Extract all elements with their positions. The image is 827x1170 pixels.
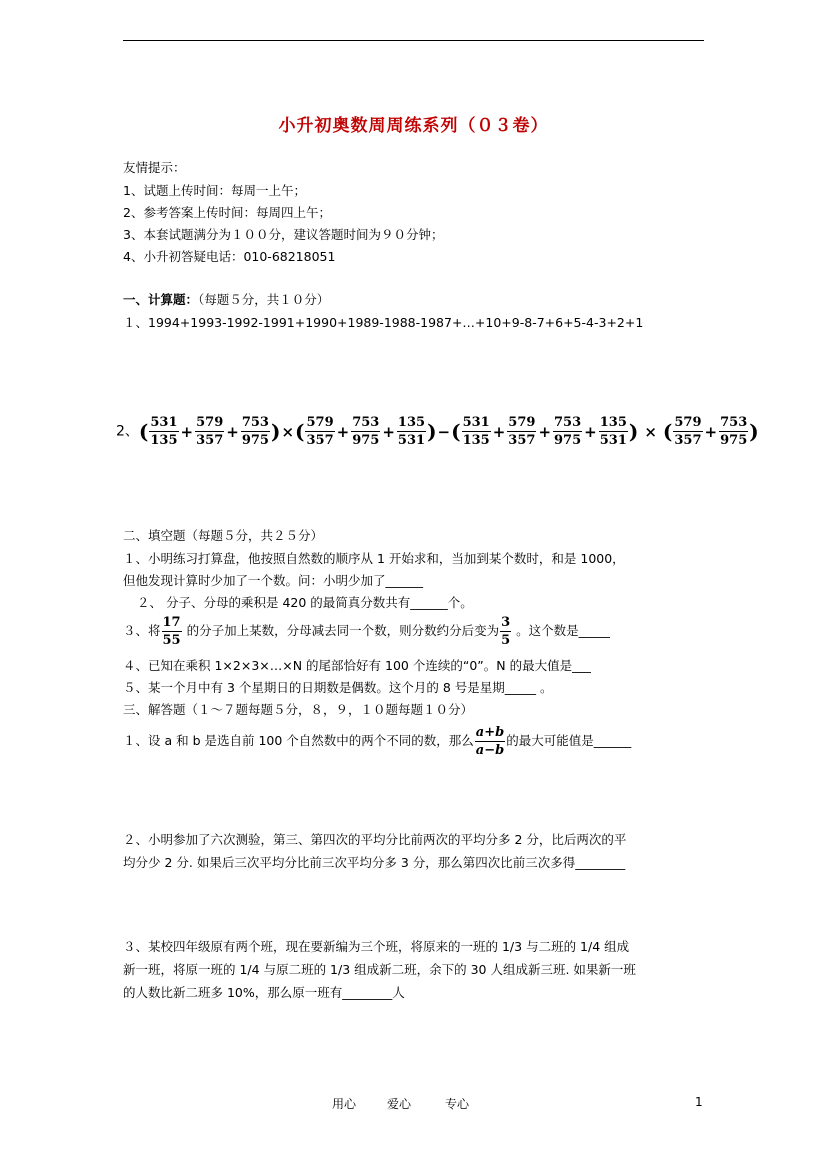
question-2-3	[123, 612, 610, 650]
fraction	[553, 416, 582, 447]
numerator: 579	[306, 415, 334, 430]
plus-sign: +	[492, 422, 506, 441]
section1-title: 一、计算题：	[123, 292, 199, 307]
q3-middle: 的分子加上某数，分母减去同一个数，则分数约分后变为	[182, 623, 500, 638]
fraction	[475, 726, 505, 757]
header-rule	[123, 40, 704, 41]
page-number: 1	[695, 1095, 703, 1109]
plus-sign: +	[382, 422, 395, 441]
fraction	[599, 416, 628, 447]
plus-sign: +	[336, 422, 350, 441]
fraction	[149, 416, 178, 447]
fraction	[351, 416, 380, 447]
denominator: 135	[462, 433, 490, 448]
fraction	[241, 416, 270, 447]
plus-sign: +	[704, 422, 718, 441]
fraction	[195, 416, 224, 447]
denominator: 975	[720, 433, 748, 448]
right-paren: )	[270, 419, 281, 444]
question-3-2-line1: ２、小明参加了六次测验，第三、第四次的平均分比前两次的平均分多 2 分，比后两次的平	[123, 832, 627, 847]
denominator: 357	[306, 433, 334, 448]
question-1-2	[116, 416, 759, 447]
question-2-1-line2: 但他发现计算时少加了一个数。问：小明少加了______	[123, 573, 424, 588]
left-paren: (	[662, 419, 673, 444]
tip-item: 4、小升初答疑电话：010-68218051	[123, 249, 336, 264]
right-paren: )	[628, 419, 639, 444]
q3-1-prefix: １、设 a 和 b 是选自前 100 个自然数中的两个不同的数，那么	[123, 733, 474, 748]
question-2-5: ５、某一个月中有 3 个星期日的日期数是偶数。这个月的 8 号是星期_____ 。	[123, 680, 553, 695]
denominator: 357	[674, 433, 702, 448]
minus-sign: −	[437, 422, 451, 441]
question-3-3-line2: 新一班，将原一班的 1/4 与原二班的 1/3 组成新二班，余下的 30 人组成新三班. 如果新一班	[123, 962, 636, 977]
denominator: 357	[508, 433, 536, 448]
times-sign: ×	[281, 422, 295, 441]
numerator: 531	[150, 415, 178, 430]
numerator: 579	[674, 415, 702, 430]
section2-heading: 二、填空题（每题５分，共２５分）	[123, 528, 324, 543]
tip-item: 3、本套试题满分为１００分，建议答题时间为９０分钟；	[123, 227, 444, 242]
page-title: 小升初奥数周周练系列（０３卷）	[278, 116, 549, 136]
denominator: 531	[397, 433, 426, 448]
numerator: 579	[196, 415, 224, 430]
section1-note: （每题５分，共１０分）	[198, 292, 330, 307]
footer-right: 专心	[445, 1097, 470, 1111]
left-paren: (	[295, 419, 305, 444]
question-3-3-line3: 的人数比新二班多 10%，那么原一班有________人	[123, 985, 405, 1000]
denominator: 5	[501, 633, 511, 648]
plus-sign: +	[584, 422, 597, 441]
section1-heading	[123, 290, 329, 308]
left-paren: (	[451, 419, 461, 444]
fraction	[162, 616, 182, 647]
section3-heading: 三、解答题（１～７题每题５分，８，９，１０题每题１０分）	[123, 702, 474, 717]
fraction	[500, 616, 511, 647]
tip-item: 2、参考答案上传时间：每周四上午；	[123, 205, 331, 220]
tips-heading: 友情提示：	[123, 160, 186, 175]
denominator: 357	[196, 433, 224, 448]
fraction	[673, 416, 702, 447]
q3-1-suffix: 的最大可能值是______	[506, 733, 632, 748]
denominator: 975	[241, 433, 269, 448]
q3-prefix: ３、将	[123, 623, 161, 638]
numerator: 753	[352, 415, 380, 430]
numerator: 753	[241, 415, 269, 430]
plus-sign: +	[538, 422, 552, 441]
numerator: a+b	[475, 725, 505, 740]
denominator: 135	[150, 433, 178, 448]
question-3-2-line2: 均分少 2 分. 如果后三次平均分比前三次平均分多 3 分，那么第四次比前三次多得________	[123, 855, 626, 870]
footer-middle: 爱心	[387, 1097, 412, 1111]
plus-sign: +	[226, 422, 239, 441]
fraction	[719, 416, 748, 447]
times-sign: ×	[644, 422, 657, 441]
numerator: 531	[462, 415, 490, 430]
q3-suffix: 。这个数是_____	[512, 623, 610, 638]
right-paren: )	[427, 419, 437, 444]
denominator: 531	[599, 433, 627, 448]
question-2-4: ４、已知在乘积 1×2×3×…×N 的尾部恰好有 100 个连续的“0”。N 的最大值是___	[123, 658, 591, 673]
right-paren: )	[749, 419, 759, 444]
question-2-2: ２、 分子、分母的乘积是 420 的最简真分数共有______个。	[137, 595, 473, 610]
footer-left: 用心	[332, 1097, 357, 1111]
fraction	[397, 416, 426, 447]
question-2-1-line1: １、小明练习打算盘，他按照自然数的顺序从 1 开始求和，当加到某个数时，和是 1000，	[123, 551, 625, 566]
q2-prefix: 2、	[116, 423, 139, 440]
fraction	[507, 416, 536, 447]
question-3-3-line1: ３、某校四年级原有两个班，现在要新编为三个班，将原来的一班的 1/3 与二班的 1/4 组成	[123, 939, 630, 954]
plus-sign: +	[180, 422, 194, 441]
question-1-1: １、1994+1993-1992-1991+1990+1989-1988-1987+…+10+9-8-7+6+5-4-3+2+1	[123, 315, 644, 330]
denominator: 975	[352, 433, 380, 448]
denominator: 55	[162, 633, 181, 648]
numerator: 17	[162, 615, 181, 630]
denominator: 975	[554, 433, 582, 448]
left-paren: (	[138, 419, 149, 444]
question-3-1	[123, 721, 631, 761]
numerator: 753	[720, 415, 748, 430]
numerator: 753	[554, 415, 582, 430]
numerator: 135	[599, 415, 627, 430]
fraction	[462, 416, 491, 447]
tip-item: 1、试题上传时间：每周一上午；	[123, 183, 306, 198]
numerator: 3	[501, 615, 511, 630]
denominator: a−b	[475, 743, 505, 758]
fraction	[305, 416, 334, 447]
numerator: 135	[397, 415, 426, 430]
numerator: 579	[508, 415, 536, 430]
